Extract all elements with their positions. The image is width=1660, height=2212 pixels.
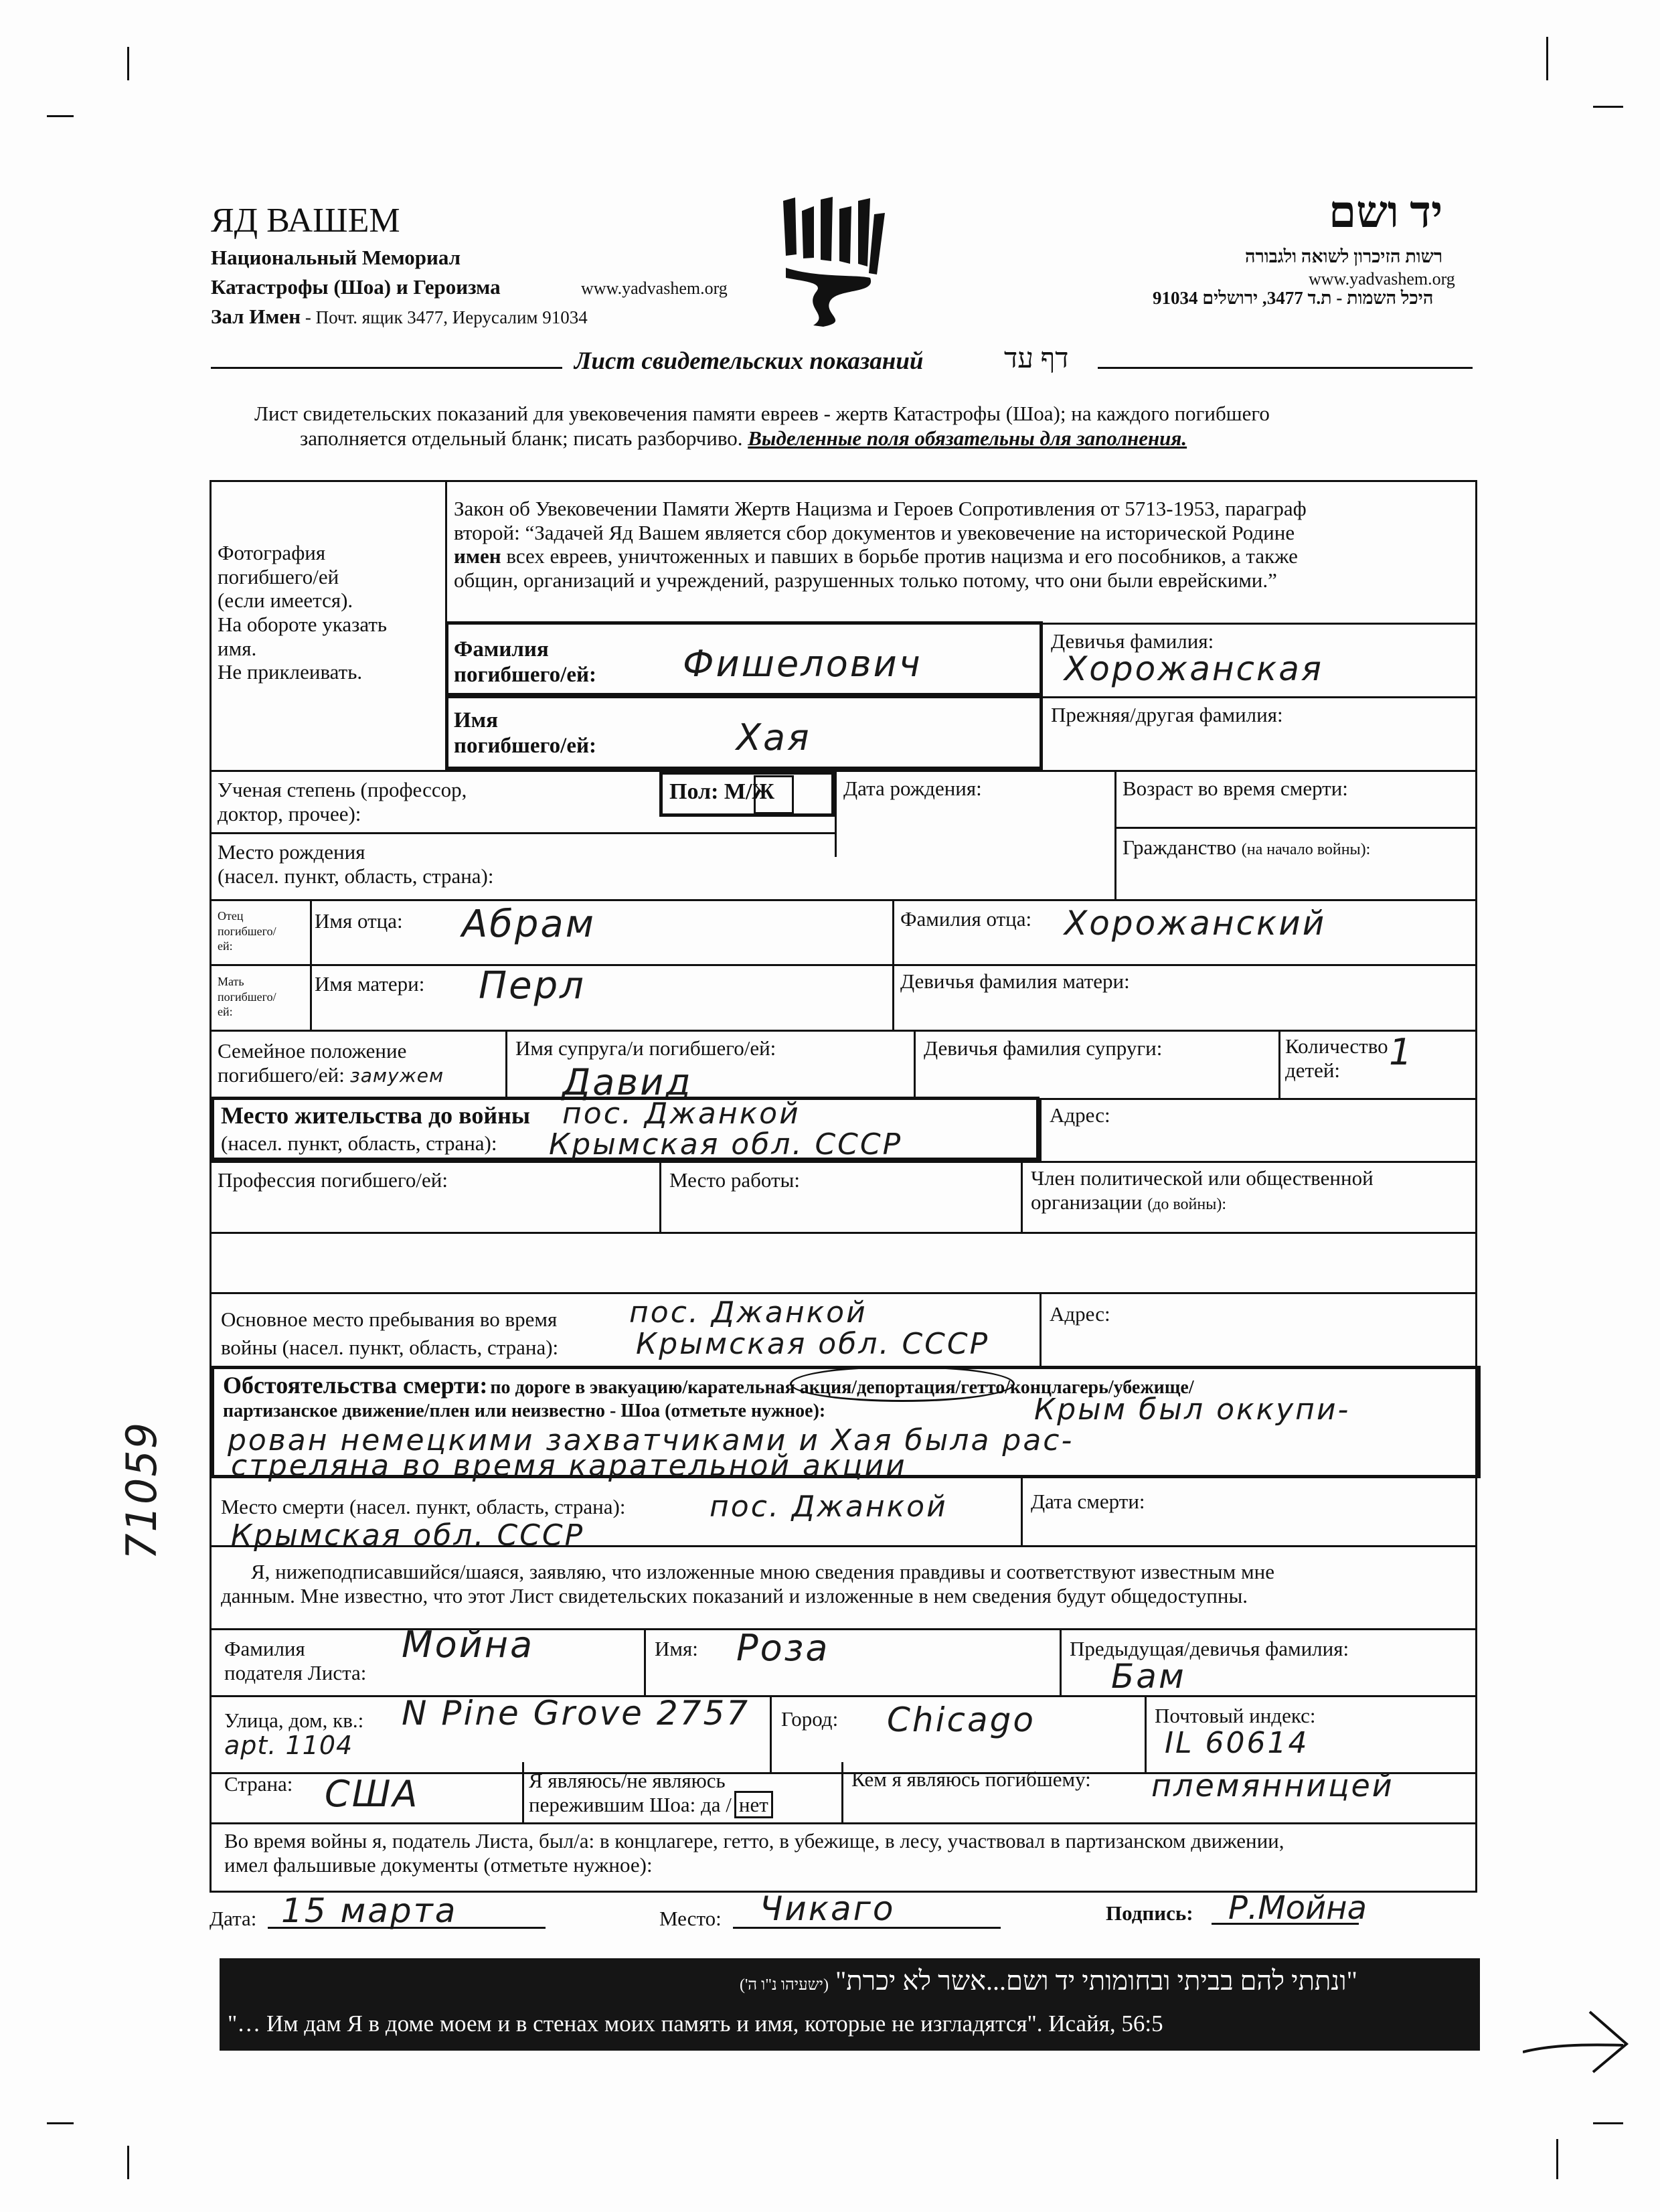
birthplace-label-1: Место рождения bbox=[218, 840, 365, 864]
rule bbox=[1114, 827, 1477, 829]
margin-arrow-icon bbox=[1523, 2005, 1630, 2079]
mother-side-1: Мать bbox=[218, 975, 244, 988]
hebrew-quote-line bbox=[220, 1965, 1357, 1996]
hebrew-quote: "ונתתי להם בביתי ובחומותי יד ושם...אשר לא יכרת" bbox=[835, 1966, 1357, 1996]
citizenship-label-text: Гражданство bbox=[1123, 836, 1237, 859]
scan-mark bbox=[47, 2122, 74, 2124]
declaration bbox=[221, 1560, 1274, 1607]
surname-value: Фишелович bbox=[683, 643, 922, 685]
rule bbox=[210, 1161, 1477, 1163]
wartime-label bbox=[221, 1308, 558, 1359]
scan-mark bbox=[1556, 2139, 1558, 2179]
website-left: www.yadvashem.org bbox=[581, 279, 728, 298]
father-side-label bbox=[218, 908, 276, 954]
law-line bbox=[454, 544, 1307, 568]
org-he-line2: היכל השמות - ת.ד 3477, ירושלים 91034 bbox=[1153, 288, 1434, 308]
rule bbox=[1040, 1292, 1042, 1367]
children-value: 1 bbox=[1389, 1031, 1414, 1073]
signature-label: Подпись: bbox=[1106, 1901, 1193, 1925]
margin-file-number: 71059 bbox=[117, 1421, 166, 1560]
mother-side-3: ей: bbox=[218, 1005, 233, 1018]
degree-label-1: Ученая степень (профессор, bbox=[218, 778, 467, 801]
death-place-value-2: Крымская обл. СССР bbox=[231, 1518, 585, 1553]
footer-banner bbox=[220, 1958, 1480, 2051]
children-label-2: детей: bbox=[1285, 1058, 1341, 1082]
org-ru-title: ЯД ВАШЕМ bbox=[211, 202, 400, 240]
surname-label bbox=[454, 637, 596, 688]
surname-label-1: Фамилия bbox=[454, 637, 549, 661]
circ-value-2: рован немецкими захватчиками и Хая была рас- bbox=[228, 1423, 1074, 1457]
hall-line bbox=[211, 305, 588, 329]
rule bbox=[841, 1762, 843, 1822]
father-name-value: Абрам bbox=[462, 902, 596, 946]
title-rule-left bbox=[211, 367, 562, 369]
logo-svg bbox=[776, 194, 890, 328]
maiden-label: Девичья фамилия: bbox=[1051, 629, 1214, 653]
zip-label: Почтовый индекс: bbox=[1155, 1704, 1316, 1727]
mother-side-2: погибшего/ bbox=[218, 990, 276, 1004]
mother-side-label bbox=[218, 974, 276, 1020]
degree-label bbox=[218, 778, 467, 825]
arrow-svg bbox=[1523, 2005, 1630, 2079]
birthplace-label-2: (насел. пункт, область, страна): bbox=[218, 864, 494, 888]
rule bbox=[505, 1030, 507, 1098]
rule bbox=[522, 1762, 524, 1822]
doc-title-he: דף עד bbox=[1004, 343, 1069, 374]
rule bbox=[1145, 1695, 1147, 1772]
spouse-label: Имя супруга/и погибшего/ей: bbox=[515, 1036, 776, 1060]
place-label: Место: bbox=[659, 1907, 722, 1930]
first-name-label-2: погибшего/ей: bbox=[454, 733, 597, 758]
residence-value-1: пос. Джанкой bbox=[562, 1097, 801, 1131]
law-line: общин, организаций и учреждений, разрушенных только потому, что они были еврейскими.” bbox=[454, 568, 1277, 592]
declaration-line: данным. Мне известно, что этот Лист свидетельских показаний и изложенные в нем сведения будут общедоступны. bbox=[221, 1583, 1248, 1607]
death-place-value-1: пос. Джанкой bbox=[710, 1490, 948, 1524]
signature-underline bbox=[1212, 1923, 1359, 1925]
submitter-name-label: Имя: bbox=[655, 1637, 698, 1660]
hall-address: - Почт. ящик 3477, Иерусалим 91034 bbox=[305, 307, 588, 327]
death-date-label: Дата смерти: bbox=[1031, 1490, 1145, 1513]
submitter-prev-label: Предыдущая/девичья фамилия: bbox=[1070, 1637, 1349, 1660]
website-right: www.yadvashem.org bbox=[1309, 269, 1455, 289]
member-label-2: организации bbox=[1031, 1190, 1143, 1214]
survivor-label-1: Я являюсь/не являюсь bbox=[529, 1769, 726, 1792]
place-value: Чикаго bbox=[760, 1889, 896, 1928]
submitter-surname-label-2: подателя Листа: bbox=[224, 1660, 367, 1684]
survivor-value: нет bbox=[734, 1791, 773, 1818]
date-value: 15 марта bbox=[281, 1891, 458, 1930]
city-label: Город: bbox=[781, 1707, 839, 1731]
relation-value: племянницей bbox=[1151, 1767, 1394, 1804]
member-label-1: Член политической или общественной bbox=[1031, 1166, 1374, 1190]
survivor-label bbox=[529, 1769, 773, 1816]
wartime-value-2: Крымская обл. СССР bbox=[636, 1327, 990, 1361]
degree-label-2: доктор, прочее): bbox=[218, 801, 361, 825]
russian-quote-line bbox=[228, 2010, 1163, 2037]
children-label bbox=[1285, 1034, 1388, 1082]
first-name-value: Хая bbox=[736, 716, 811, 759]
org-he-title: יד ושם bbox=[1329, 188, 1443, 237]
war-status-line: имел фальшивые документы (отметьте нужное): bbox=[224, 1852, 653, 1877]
circ-options-1: по дороге в эвакуацию/карательная акция/депортация/гетто/концлагерь/убежище/ bbox=[490, 1377, 1194, 1398]
submitter-prev-value: Бам bbox=[1111, 1657, 1186, 1696]
first-name-label bbox=[454, 708, 596, 759]
wartime-label-2: войны (насел. пункт, область, страна): bbox=[221, 1335, 559, 1359]
submitter-surname-label-1: Фамилия bbox=[224, 1637, 305, 1660]
street-label: Улица, дом, кв.: bbox=[224, 1709, 364, 1732]
rule bbox=[1278, 1030, 1280, 1098]
title-rule-right bbox=[1098, 367, 1473, 369]
intro-line2-wrap bbox=[300, 426, 1187, 451]
war-status bbox=[224, 1829, 1284, 1877]
rule bbox=[1043, 696, 1477, 698]
scan-mark bbox=[127, 2146, 129, 2179]
hall-label: Зал Имен bbox=[211, 305, 301, 328]
rule bbox=[210, 1292, 1477, 1294]
scan-mark bbox=[1593, 106, 1623, 108]
former-surname-label: Прежняя/другая фамилия: bbox=[1051, 703, 1283, 726]
surname-label-2: погибшего/ей: bbox=[454, 662, 597, 687]
marital-label-2: погибшего/ей: bbox=[218, 1062, 345, 1087]
marital-value: замужем bbox=[349, 1064, 444, 1087]
maiden-value: Хорожанская bbox=[1064, 649, 1323, 688]
street-value: N Pine Grove 2757 bbox=[402, 1694, 750, 1733]
circ-label: Обстоятельства смерти: bbox=[223, 1372, 488, 1399]
rule bbox=[644, 1628, 646, 1695]
rule bbox=[1021, 1161, 1023, 1232]
org-ru-line1: Национальный Мемориал bbox=[211, 246, 461, 269]
rule bbox=[210, 1030, 1477, 1032]
declaration-line: Я, нижеподписавшийся/шаяся, заявляю, что изложенные мною сведения правдивы и соответствуют известным мне bbox=[251, 1560, 1274, 1583]
doc-title-ru: Лист свидетельских показаний bbox=[574, 347, 924, 375]
father-side-2: погибшего/ bbox=[218, 924, 276, 938]
birth-date-label: Дата рождения: bbox=[843, 777, 982, 800]
scan-mark bbox=[1593, 2122, 1623, 2124]
survivor-label-2: пережившим Шоа: да / bbox=[529, 1792, 732, 1816]
member-label-2-wrap bbox=[1031, 1190, 1374, 1214]
circ-selection-circle bbox=[790, 1366, 1015, 1402]
photo-line: Фотография bbox=[218, 541, 326, 564]
rule bbox=[1060, 1628, 1062, 1695]
intro-required: Выделенные поля обязательны для заполнения. bbox=[748, 426, 1187, 450]
wartime-value-1: пос. Джанкой bbox=[629, 1295, 867, 1330]
circ-options-2: партизанское движение/плен или неизвестно - Шоа (отметьте нужное): bbox=[223, 1401, 826, 1421]
gender-mark-circle bbox=[754, 775, 794, 814]
scan-mark bbox=[127, 47, 129, 80]
citizenship-sub: (на начало войны): bbox=[1241, 841, 1371, 858]
wartime-address-label: Адрес: bbox=[1050, 1302, 1110, 1326]
intro-line1: Лист свидетельских показаний для увековечения памяти евреев - жертв Катастрофы (Шоа); на каждого погибшего bbox=[254, 402, 1270, 425]
photo-instructions bbox=[218, 541, 387, 684]
scan-mark bbox=[1546, 37, 1548, 80]
org-ru-line2: Катастрофы (Шоа) и Героизма bbox=[211, 275, 501, 299]
father-side-1: Отец bbox=[218, 909, 244, 923]
rule bbox=[835, 770, 837, 857]
russian-ref: Исайя, 56:5 bbox=[1048, 2010, 1163, 2037]
father-side-3: ей: bbox=[218, 939, 233, 953]
citizenship-label bbox=[1123, 836, 1370, 860]
spouse-maiden-label: Девичья фамилия супруги: bbox=[924, 1036, 1163, 1060]
photo-line: погибшего/ей bbox=[218, 564, 339, 588]
marital-label-1: Семейное положение bbox=[218, 1039, 407, 1062]
mother-name-value: Перл bbox=[479, 964, 586, 1008]
father-name-label: Имя отца: bbox=[315, 909, 403, 933]
member-label bbox=[1031, 1166, 1374, 1214]
law-line-rest: всех евреев, уничтоженных и павших в борьбе против нацизма и его пособников, а также bbox=[501, 544, 1298, 568]
submitter-surname-label bbox=[224, 1637, 366, 1684]
member-sub: (до войны): bbox=[1147, 1195, 1227, 1213]
apt-value: apt. 1104 bbox=[224, 1731, 353, 1760]
circ-value-3: стреляна во время карательной акции bbox=[231, 1449, 907, 1483]
yad-vashem-logo bbox=[776, 194, 890, 328]
relation-label: Кем я являюсь погибшему: bbox=[851, 1767, 1091, 1791]
profession-label: Профессия погибшего/ей: bbox=[218, 1168, 448, 1192]
rule bbox=[210, 770, 1477, 772]
country-value: США bbox=[325, 1773, 420, 1815]
workplace-label: Место работы: bbox=[669, 1168, 800, 1192]
submitter-name-value: Роза bbox=[736, 1627, 830, 1669]
rule bbox=[659, 1161, 661, 1232]
submitter-surname-value: Мойна bbox=[402, 1624, 535, 1666]
children-label-1: Количество bbox=[1285, 1034, 1388, 1058]
residence-label-1: Место жительства до войны bbox=[221, 1102, 530, 1129]
mother-maiden-label: Девичья фамилия матери: bbox=[900, 969, 1130, 993]
zip-value: IL 60614 bbox=[1165, 1726, 1309, 1760]
age-label: Возраст во время смерти: bbox=[1123, 777, 1348, 800]
death-place-label: Место смерти (насел. пункт, область, страна): bbox=[221, 1495, 626, 1518]
date-label: Дата: bbox=[210, 1907, 257, 1930]
first-name-label-1: Имя bbox=[454, 708, 498, 732]
law-line: Закон об Увековечении Памяти Жертв Нацизма и Героев Сопротивления от 5713-1953, параграф bbox=[454, 497, 1307, 520]
rule bbox=[210, 1822, 1477, 1824]
photo-line: Не приклеивать. bbox=[218, 660, 363, 684]
rule bbox=[210, 1628, 1477, 1630]
mother-name-label: Имя матери: bbox=[315, 972, 425, 996]
russian-quote: "… Им дам Я в доме моем и в стенах моих память и имя, которые не изгладятся". bbox=[228, 2010, 1043, 2037]
law-line: второй: “Задачей Яд Вашем является сбор документов и увековечение на исторической Родине bbox=[454, 520, 1295, 544]
residence-label-2: (насел. пункт, область, страна): bbox=[221, 1131, 497, 1155]
war-status-line: Во время войны я, податель Листа, был/а: в концлагере, гетто, в убежище, в лесу, участвовал в партизанском движении, bbox=[224, 1829, 1284, 1852]
marital-label-2-wrap bbox=[218, 1063, 444, 1087]
father-surname-value: Хорожанский bbox=[1064, 904, 1327, 943]
gender-label: Пол: М/Ж bbox=[669, 779, 775, 804]
wartime-label-1: Основное место пребывания во время bbox=[221, 1308, 558, 1331]
law-bold-word: имен bbox=[454, 544, 501, 568]
date-underline bbox=[268, 1927, 546, 1929]
rule bbox=[1040, 1098, 1042, 1161]
survivor-label-2-wrap bbox=[529, 1793, 773, 1817]
spouse-value: Давид bbox=[562, 1061, 693, 1103]
scan-mark bbox=[47, 115, 74, 117]
father-surname-label: Фамилия отца: bbox=[900, 907, 1032, 931]
rule bbox=[1021, 1478, 1023, 1545]
signature-value: Р.Мойна bbox=[1228, 1889, 1367, 1927]
rule bbox=[210, 899, 1477, 901]
org-he-line1: רשות הזיכרון לשואה ולגבורה bbox=[1245, 246, 1443, 266]
photo-line: (если имеется). bbox=[218, 588, 353, 613]
residence-address-label: Адрес: bbox=[1050, 1103, 1110, 1127]
birthplace-label bbox=[218, 840, 494, 888]
city-value: Chicago bbox=[887, 1701, 1035, 1739]
rule bbox=[210, 964, 1477, 966]
place-underline bbox=[733, 1927, 1001, 1929]
rule bbox=[210, 1232, 1477, 1234]
law-text bbox=[454, 497, 1307, 592]
rule bbox=[210, 1545, 1477, 1547]
rule bbox=[770, 1695, 772, 1772]
rule bbox=[1114, 770, 1116, 899]
rule bbox=[914, 1030, 916, 1098]
marital-label bbox=[218, 1039, 444, 1087]
country-label: Страна: bbox=[224, 1772, 293, 1796]
intro-line2: заполняется отдельный бланк; писать разборчиво. bbox=[300, 426, 743, 450]
circ-value-1: Крым был оккупи- bbox=[1034, 1393, 1351, 1427]
photo-line: имя. bbox=[218, 636, 257, 660]
hebrew-ref: (ישעיהו נ"ו ה') bbox=[739, 1976, 829, 1994]
photo-line: На обороте указать bbox=[218, 612, 388, 636]
residence-value-2: Крымская обл. СССР bbox=[549, 1127, 903, 1162]
rule bbox=[210, 1695, 1477, 1697]
rule bbox=[210, 832, 835, 834]
